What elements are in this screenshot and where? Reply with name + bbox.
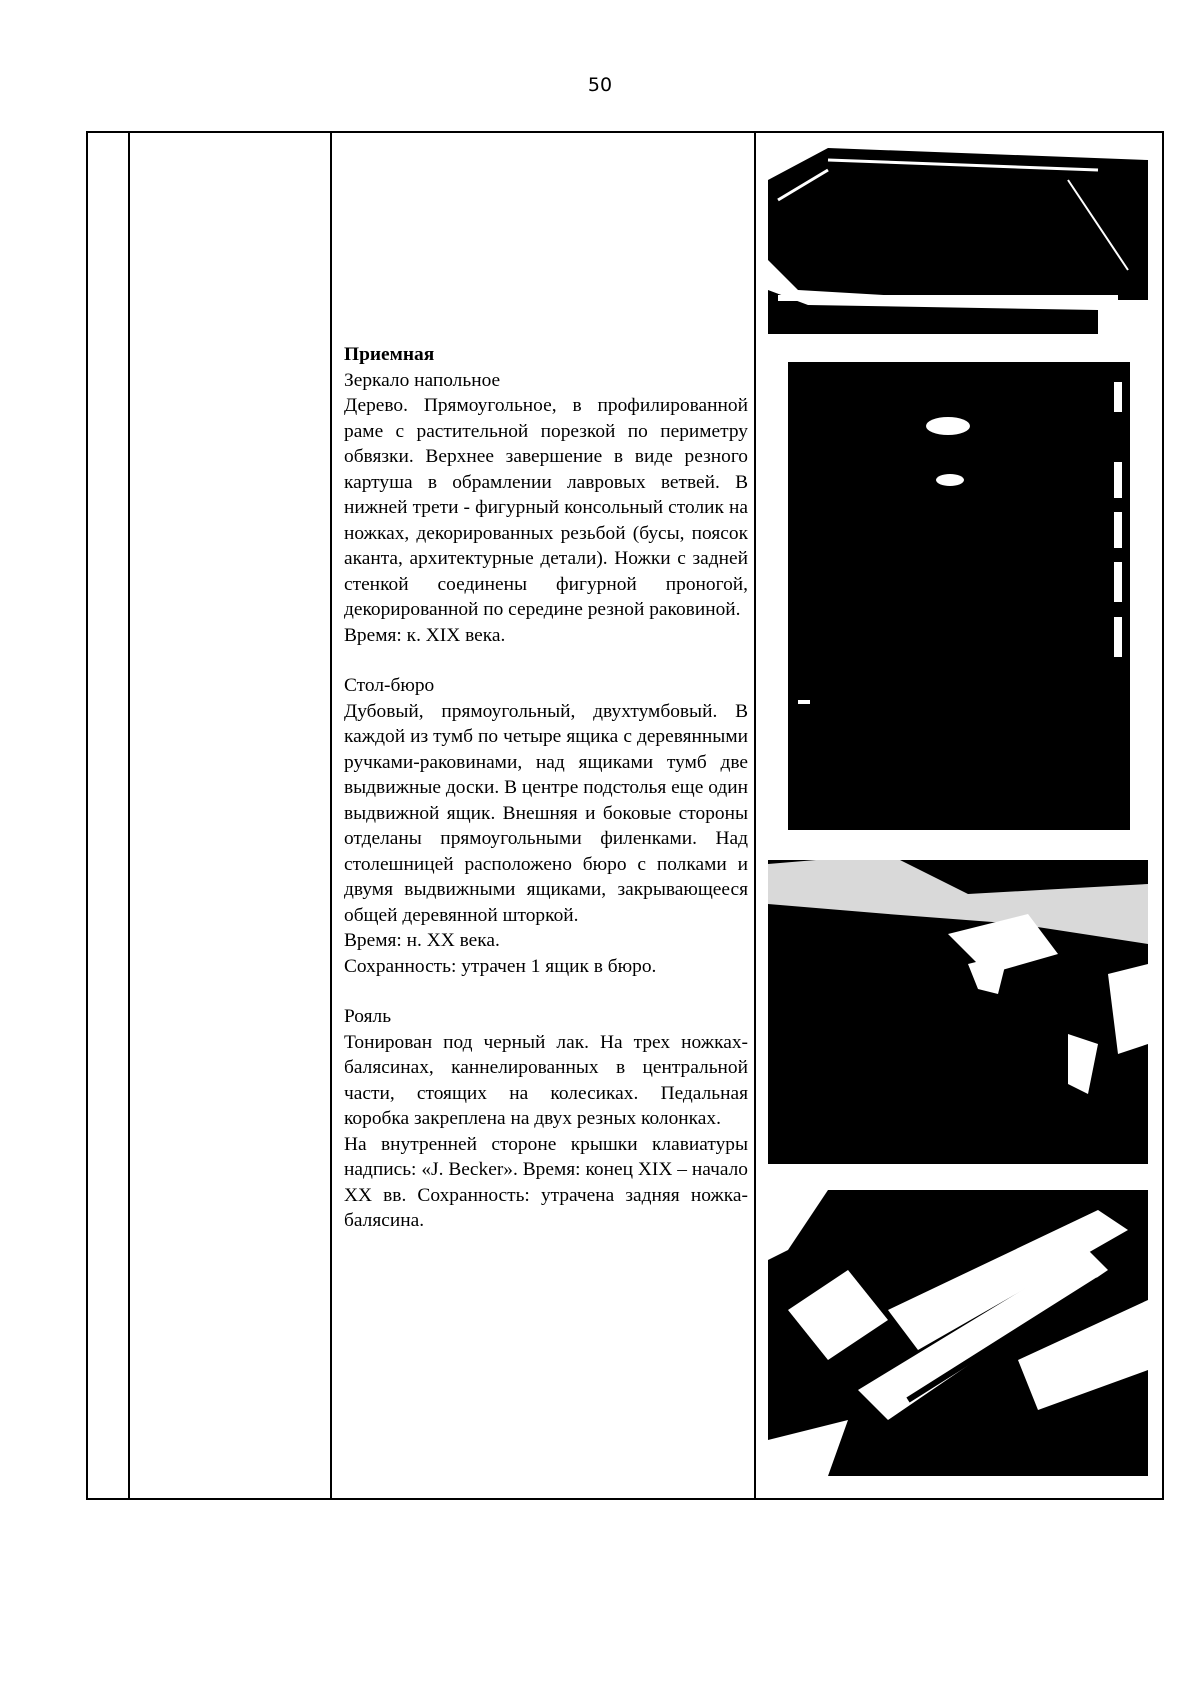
photo-grand-piano xyxy=(768,1190,1148,1476)
piano-text-2: На внутренней стороне крышки клавиатуры надпись: «J. Becker». Время: конец XIX – начало XX вв. Сохранность: утрачена задняя ножка-балясина. xyxy=(344,1133,748,1231)
photo-desk-bureau xyxy=(768,854,1148,1164)
photo-mirror-top xyxy=(768,140,1148,334)
piano-text: Тонирован под черный лак. На трех ножках-балясинах, каннелированных в центральной части, стоящих на колесиках. Педальная коробка закреплена на двух резных колонках. xyxy=(344,1031,748,1129)
desk-condition: Сохранность: утрачен 1 ящик в бюро. xyxy=(344,955,657,977)
desk-text: Дубовый, прямоугольный, двухтумбовый. В каждой из тумб по четыре ящика с деревянными ручками-раковинами, над ящиками тумб две выдвижные доски. В центре подстолья еще один выдвижной ящик. Внешняя и боковые стороны отделаны прямоугольными филенками. Над столешницей расположено бюро с полками и двумя выдвижными ящиками, закрывающееся общей деревянной шторкой. xyxy=(344,700,748,926)
desk-time: Время: н. XX века. xyxy=(344,930,500,951)
mirror-text: Дерево. Прямоугольное, в профилированной раме с растительной порезкой по периметру обвязки. Верхнее завершение в виде резного картуша в обрамлении лавровых ветвей. В нижней трети - фигурный консольный столик на ножках, декорированных резьбой (бусы, поясок аканта, архитектурные детали). Ножки с задней стенкой соединены фигурной проногой, декорированной по середине резной раковиной. xyxy=(344,395,748,620)
item-description xyxy=(344,342,748,1234)
page-number: 50 xyxy=(587,74,613,96)
mirror-title: Зеркало напольное xyxy=(344,369,501,391)
mirror-time: Время: к. XIX века. xyxy=(344,624,506,646)
desk-title: Стол-бюро xyxy=(344,675,435,696)
section-heading: Приемная xyxy=(344,344,435,365)
photo-floor-mirror xyxy=(788,362,1130,830)
piano-title: Рояль xyxy=(344,1006,392,1027)
